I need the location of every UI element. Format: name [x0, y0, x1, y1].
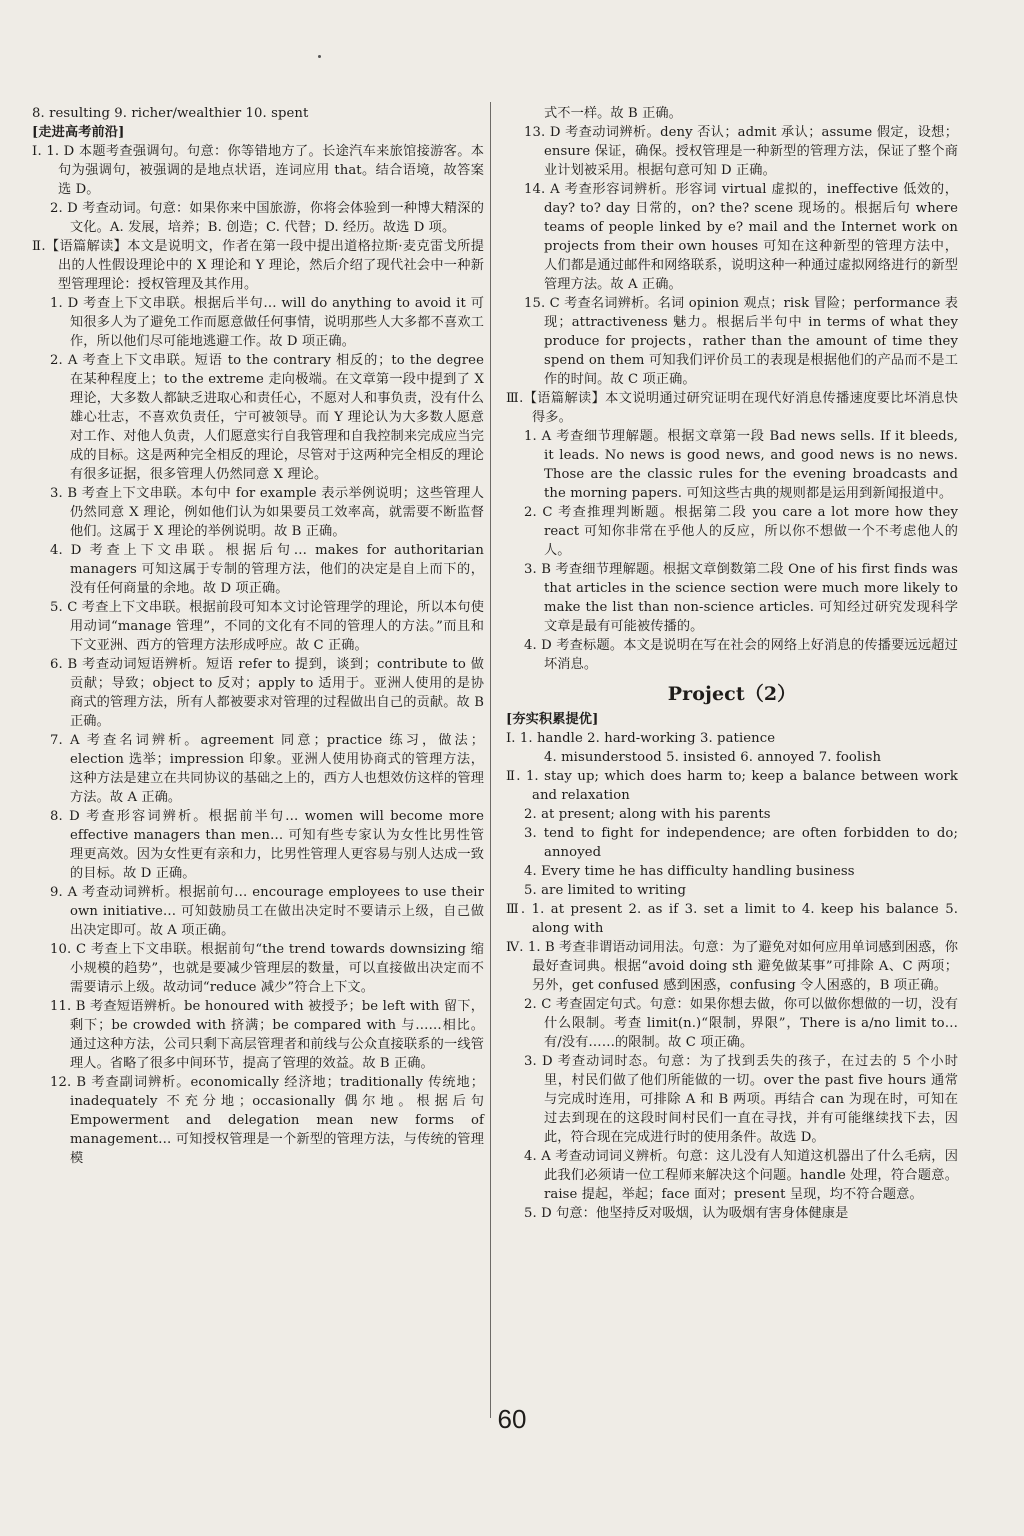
answer-paragraph: 1. D 考查上下文串联。根据后半句… will do anything to avoid it 可知很多人为了避免工作而愿意做任何事情，说明那些人大多都不喜欢工作，所以他们尽可能地逃避工作。故 D 项正确。: [50, 296, 484, 349]
answer-paragraph: 式不一样。故 B 正确。: [544, 106, 682, 121]
answer-paragraph: 2. C 考查固定句式。句意：如果你想去做，你可以做你想做的一切，没有什么限制。考查 limit(n.)“限制，界限”，There is a/no limit to… 有/没有……的限制。故 C 项正确。: [524, 997, 958, 1050]
scan-dot-mark: [318, 55, 321, 58]
answer-paragraph: Ⅰ. 1. handle 2. hard-working 3. patience: [506, 731, 776, 746]
answer-paragraph: 5. D 句意：他坚持反对吸烟，认为吸烟有害身体健康是: [524, 1206, 849, 1221]
answer-paragraph: 4. Every time he has difficulty handling business: [524, 864, 855, 879]
answer-paragraph: 5. are limited to writing: [524, 883, 687, 898]
right-column: [506, 104, 958, 1223]
answer-paragraph: Ⅱ.【语篇解读】本文是说明文，作者在第一段中提出道格拉斯·麦克雷戈所提出的人性假设理论中的 X 理论和 Y 理论，然后介绍了现代社会中一种新型管理理论：授权管理及其作用。: [32, 239, 484, 292]
answer-paragraph: 4. D 考查标题。本文是说明在写在社会的网络上好消息的传播要远远超过坏消息。: [524, 638, 958, 672]
answer-paragraph: Ⅰ. 1. D 本题考查强调句。句意：你等错地方了。长途汽车来旅馆接游客。本句为强调句，被强调的是地点状语，连词应用 that。结合语境，故答案选 D。: [32, 144, 484, 197]
section-title: Project（2）: [667, 683, 797, 705]
answer-paragraph: 9. A 考查动词辨析。根据前句… encourage employees to use their own initiative… 可知鼓励员工在做出决定时不要请示上级，自己做出决定即可。故 A 项正确。: [50, 885, 484, 938]
answer-paragraph: 4. D 考查上下文串联。根据后句… makes for authoritarian managers 可知这属于专制的管理方法，他们的决定是自上而下的，没有任何商量的余地。故 D 项正确。: [50, 543, 484, 596]
page-number: 60: [497, 1404, 527, 1434]
answer-paragraph: 2. D 考查动词。句意：如果你来中国旅游，你将会体验到一种博大精深的文化。A. 发展，培养；B. 创造；C. 代替；D. 经历。故选 D 项。: [50, 201, 484, 235]
left-column: [32, 104, 484, 1168]
answer-paragraph: Ⅲ. 1. at present 2. as if 3. set a limit to 4. keep his balance 5. along with: [506, 902, 958, 936]
answer-paragraph: 13. D 考查动词辨析。deny 否认；admit 承认；assume 假定，设想；ensure 保证，确保。授权管理是一种新型的管理方法，保证了整个商业计划被采用。根据句意可知 D 正确。: [524, 125, 958, 178]
section-heading: [夯实积累提优]: [506, 712, 599, 727]
answer-paragraph: 10. C 考查上下文串联。根据前句“the trend towards downsizing 缩小规模的趋势”，也就是要减少管理层的数量，可以直接做出决定而不需要请示上级。故动词“reduce 减少”符合上下文。: [50, 942, 484, 995]
answer-paragraph: 8. D 考查形容词辨析。根据前半句… women will become more effective managers than men… 可知有些专家认为女性比男性管理更高效。因为女性更有亲和力，比男性管理人更容易与别人达成一致的目标。故 D 正确。: [50, 809, 484, 881]
column-divider: [490, 102, 491, 1418]
answer-paragraph: Ⅱ. 1. stay up; which does harm to; keep a balance between work and relaxation: [506, 769, 958, 803]
answer-paragraph: 15. C 考查名词辨析。名词 opinion 观点；risk 冒险；performance 表现；attractiveness 魅力。根据后半句中 in terms of what they produce for projects，rather than the amount of time they spend on them 可知我们评价员工的表现是根据他们的产品而不是工作的时间。故 C 项正确。: [524, 296, 958, 387]
answer-paragraph: 4. A 考查动词词义辨析。句意：这儿没有人知道这机器出了什么毛病，因此我们必须请一位工程师来解决这个问题。handle 处理，符合题意。raise 提起，举起；face 面对；present 呈现，均不符合题意。: [524, 1149, 958, 1202]
answer-paragraph: 3. B 考查上下文串联。本句中 for example 表示举例说明；这些管理人仍然同意 X 理论，例如他们认为如果要员工效率高，就需要不断监督他们。这属于 X 理论的举例说明。故 B 正确。: [50, 486, 484, 539]
answer-paragraph: 2. at present; along with his parents: [524, 807, 771, 822]
answer-paragraph: 7. A 考查名词辨析。agreement 同意；practice 练习，做法；election 选举；impression 印象。亚洲人使用协商式的管理方法，这种方法是建立在共同协议的基础之上的，西方人也想效仿这样的管理方法。故 A 正确。: [50, 733, 484, 805]
answer-paragraph: 8. resulting 9. richer/wealthier 10. spent: [32, 106, 309, 121]
answer-paragraph: 14. A 考查形容词辨析。形容词 virtual 虚拟的，ineffective 低效的，day? to? day 日常的，on? the? scene 现场的。根据后句 where teams of people linked by e? mail and the Internet work on projects from their own houses 可知在这种新型的管理方法中，人们都是通过邮件和网络联系，说明这种一种通过虚拟网络进行的新型管理方法。故 A 正确。: [524, 182, 958, 292]
answer-paragraph: 4. misunderstood 5. insisted 6. annoyed 7. foolish: [544, 750, 882, 765]
answer-paragraph: 1. A 考查细节理解题。根据文章第一段 Bad news sells. If it bleeds, it leads. No news is good news, and good news is no news. Those are the classic rules for the evening broadcasts and the morning papers. 可知这些古典的规则都是运用到新闻报道中。: [524, 429, 958, 501]
answer-paragraph: 2. C 考查推理判断题。根据第二段 you care a lot more how they react 可知你非常在乎他人的反应，所以你不想做一个不考虑他人的人。: [524, 505, 958, 558]
answer-paragraph: 6. B 考查动词短语辨析。短语 refer to 提到，谈到；contribute to 做贡献；导致；object to 反对；apply to 适用于。亚洲人使用的是协商式的管理方法，所有人都被要求对管理的过程做出自己的贡献。故 B 正确。: [50, 657, 484, 729]
answer-paragraph: 12. B 考查副词辨析。economically 经济地；traditionally 传统地；inadequately 不充分地；occasionally 偶尔地。根据后句 Empowerment and delegation mean new forms of management… 可知授权管理是一个新型的管理方法，与传统的管理模: [50, 1075, 484, 1166]
answer-paragraph: Ⅳ. 1. B 考查非谓语动词用法。句意：为了避免对如何应用单词感到困惑，你最好查词典。根据“avoid doing sth 避免做某事”可排除 A、C 两项；另外，get confused 感到困惑，confusing 令人困惑的，B 项正确。: [506, 940, 958, 993]
answer-paragraph: Ⅲ.【语篇解读】本文说明通过研究证明在现代好消息传播速度要比坏消息快得多。: [506, 391, 958, 425]
section-heading: [走进高考前沿]: [32, 125, 125, 140]
answer-paragraph: 5. C 考查上下文串联。根据前段可知本文讨论管理学的理论，所以本句使用动词“manage 管理”，不同的文化有不同的管理人的方法。”而且和下文亚洲、西方的管理方法形成呼应。故 C 正确。: [50, 600, 484, 653]
answer-paragraph: 11. B 考查短语辨析。be honoured with 被授予；be left with 留下，剩下；be crowded with 挤满；be compared with 与……相比。通过这种方法，公司只剩下高层管理者和前线与公众直接联系的一线管理人。省略了很多中间环节，提高了管理的效益。故 B 正确。: [50, 999, 484, 1071]
answer-paragraph: 3. D 考查动词时态。句意：为了找到丢失的孩子，在过去的 5 个小时里，村民们做了他们所能做的一切。over the past five hours 通常与完成时连用，可排除 A 和 B 两项。再结合 can 为现在时，可知在过去到现在的这段时间村民们一直在寻找，并有可能继续找下去，因此，符合现在完成进行时的使用条件。故选 D。: [524, 1054, 958, 1145]
answer-paragraph: 3. tend to fight for independence; are often forbidden to do; annoyed: [524, 826, 958, 860]
answer-paragraph: 2. A 考查上下文串联。短语 to the contrary 相反的；to the degree 在某种程度上；to the extreme 走向极端。在文章第一段中提到了 X 理论，大多数人都缺乏进取心和责任心，不愿对人和事负责，没有什么雄心壮志，不喜欢负责任，宁可被领导。而 Y 理论认为大多数人愿意对工作、对他人负责，人们愿意实行自我管理和自我控制来完成应当完成的目标。这是两种完全相反的理论，尽管对于这两种完全相反的理论有很多证据，很多管理人仍然同意 X 理论。: [50, 353, 484, 482]
answer-paragraph: 3. B 考查细节理解题。根据文章倒数第二段 One of his first finds was that articles in the science section were much more likely to make the list than non-science articles. 可知经过研究发现科学文章是最有可能被传播的。: [524, 562, 958, 634]
